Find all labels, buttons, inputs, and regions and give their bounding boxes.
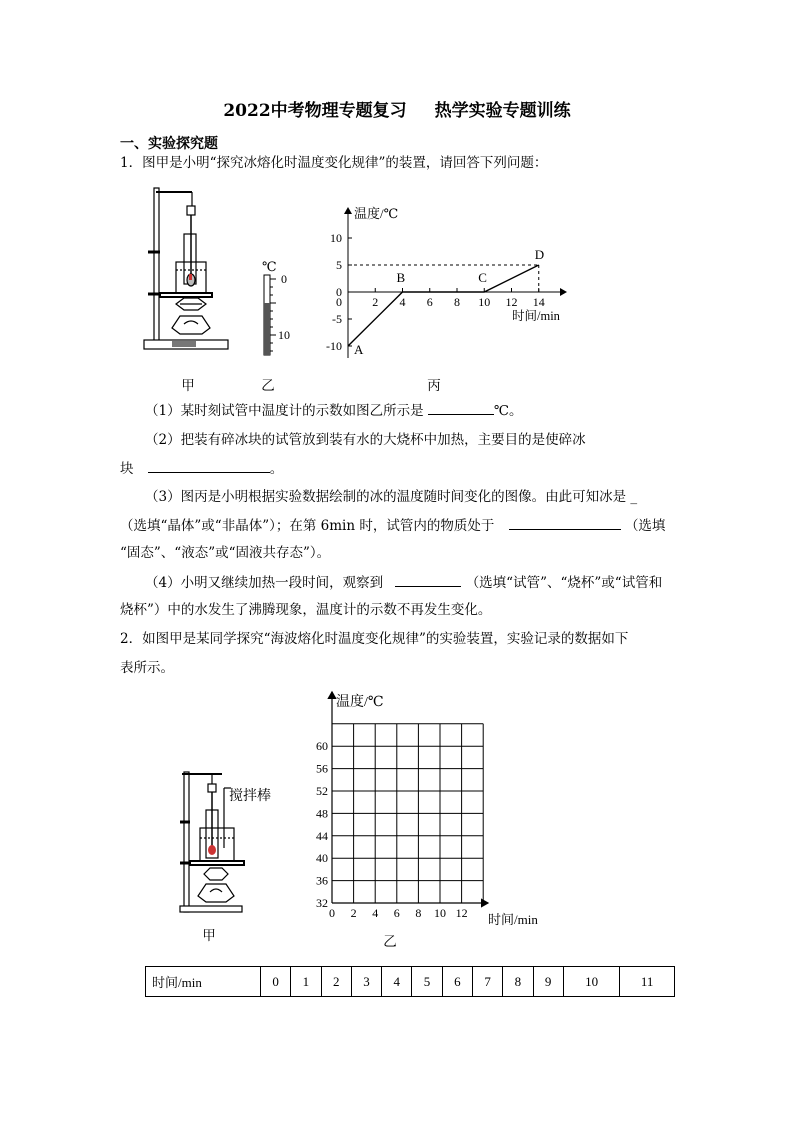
y-tick-label: 5 [336,258,342,272]
section-heading: 一、实验探究题 [120,136,218,152]
q1-part4-end: （选填“试管”、“烧杯”或“试管和 [465,575,663,591]
x-tick-label: 8 [454,295,460,309]
y-tick-label: 0 [336,285,342,299]
y-tick-label: -5 [332,312,342,326]
q1-part2-end: 。 [269,461,284,477]
point-label-c: C [478,270,487,285]
thermo-unit: ℃ [262,259,277,274]
q1-part2-label: 块 [120,461,134,477]
q1-part1-end: ℃。 [493,403,523,419]
x-tick-label: 12 [505,295,518,309]
thermo-top-label: 0 [281,272,287,286]
table-cell: 1 [291,967,321,997]
table-cell: 5 [412,967,442,997]
grid-x-tick-label: 8 [415,906,422,920]
point-label-d: D [534,247,545,262]
q1-part2-line2 [120,459,283,478]
grid-x-tick-label: 2 [350,906,357,920]
q2-caption-yi: 乙 [383,934,397,950]
grid-y-tick-label: 40 [316,851,328,866]
table-row [146,967,675,997]
table-cell: 8 [503,967,533,997]
q2-caption-jia: 甲 [202,928,216,944]
x-tick-label: 4 [399,295,406,309]
title-right: 热学实验专题训练 [434,101,571,121]
q1-part3-end: （选填 [624,518,666,534]
point-label-a: A [354,342,364,357]
q1-part4-text: （4）小明又继续加热一段时间，观察到 [145,575,384,591]
table-cell: 2 [321,967,351,997]
table-cell: 7 [472,967,502,997]
grid-y-tick-label: 52 [316,784,328,798]
x-tick-label: 6 [426,295,433,309]
q1-part3-text: （选填“晶体”或“非晶体”）；在第 6min 时，试管内的物质处于 [120,518,495,534]
grid-y-tick-label: 32 [316,896,328,910]
grid-y-tick-label: 60 [316,739,328,754]
grid-y-tick-label: 48 [316,806,328,821]
y-tick-label: 10 [330,231,342,245]
x-origin-label: 0 [336,295,342,309]
table-cell: 4 [382,967,412,997]
thermo-bottom-label: 10 [278,328,290,342]
grid-x-tick-label: 10 [434,906,446,920]
stir-rod-label: 搅拌棒 [229,788,271,804]
q1-part4-line1 [145,573,662,592]
q1-intro: 1．图甲是小明“探究冰熔化时温度变化规律”的装置，请回答下列问题： [120,155,548,171]
x-tick-label: 10 [478,295,491,309]
q2-empty-grid [300,688,562,928]
table-cell: 11 [620,967,675,997]
grid-x-tick-label: 0 [329,906,335,920]
table-cell: 10 [563,967,620,997]
x-tick-label: 2 [372,295,379,309]
q1-part4-line2: 烧杯”）中的水发生了沸腾现象，温度计的示数不再发生变化。 [120,602,492,618]
q1-part1-blank[interactable] [428,401,494,415]
q1-part3-line2 [120,516,665,535]
q1-apparatus-figure [140,186,232,356]
q1-caption-jia: 甲 [181,378,195,394]
q2-intro-line2: 表所示。 [120,660,174,676]
q2-data-table [145,966,675,997]
q1-temp-time-graph [318,196,580,366]
grid-x-tick-label: 4 [372,906,379,920]
q1-part1 [145,401,523,420]
q1-part3-line3: “固态”、“液态”或“固液共存态”）。 [120,545,331,561]
y-axis-label: 温度/℃ [354,206,399,221]
x-tick-label: 14 [532,295,545,309]
q1-thermometer-figure [256,257,298,357]
page-title [0,96,794,121]
table-cell: 6 [442,967,472,997]
x-axis-label: 时间/min [512,309,560,323]
table-cell: 0 [261,967,291,997]
grid-x-axis-label: 时间/min [488,912,538,927]
table-header-cell: 时间/min [146,967,261,997]
y-tick-label: -10 [326,339,342,353]
grid-y-tick-label: 44 [316,828,328,843]
q1-caption-yi: 乙 [261,378,275,394]
grid-y-tick-label: 36 [316,873,328,888]
grid-x-tick-label: 6 [393,906,400,920]
grid-y-tick-label: 56 [316,761,328,776]
q2-intro-line1: 2．如图甲是某同学探究“海波熔化时温度变化规律”的实验装置，实验记录的数据如下 [120,631,629,647]
table-cell: 9 [533,967,563,997]
point-label-b: B [396,270,406,285]
grid-y-axis-label: 温度/℃ [336,695,384,710]
q1-part4-blank[interactable] [395,573,461,587]
q1-caption-bing: 丙 [427,378,441,394]
q1-part2-blank[interactable] [148,459,270,473]
q1-part1-text: （1）某时刻试管中温度计的示数如图乙所示是 [145,403,424,419]
title-left: 2022中考物理专题复习 [223,101,407,121]
q1-part3-blank[interactable] [509,516,621,530]
table-cell: 3 [351,967,381,997]
grid-x-tick-label: 12 [455,906,468,920]
q1-part3-line1: （3）图丙是小明根据实验数据绘制的冰的温度随时间变化的图像。由此可知冰是 _ [145,489,638,505]
q1-part2-line1: （2）把装有碎冰块的试管放到装有水的大烧杯中加热，主要目的是使碎冰 [145,432,586,448]
